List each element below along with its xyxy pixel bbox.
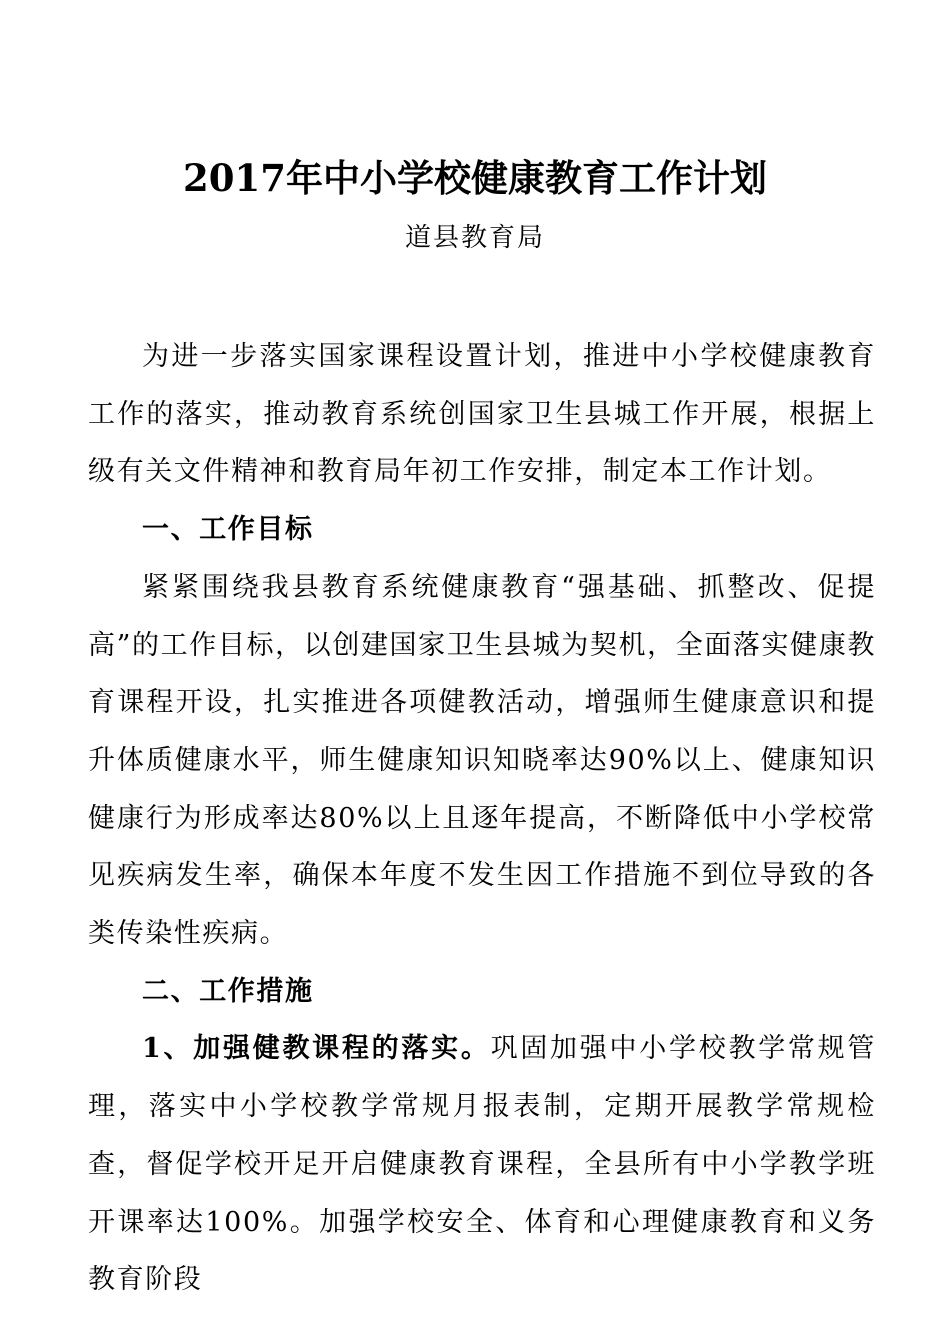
measures-item-1-lead: 1、加强健教课程的落实。 xyxy=(142,1033,491,1065)
intro-paragraph: 为进一步落实国家课程设置计划，推进中小学校健康教育工作的落实，推动教育系统创国家卫生县城工作开展，根据上级有关文件精神和教育局年初工作安排，制定本工作计划。 xyxy=(88,341,876,488)
document-title: 2017年中小学校健康教育工作计划 xyxy=(183,156,767,200)
measures-item-1-paragraph xyxy=(88,1020,876,1309)
document-author: 道县教育局 xyxy=(404,223,545,253)
document-body xyxy=(88,328,876,1309)
section-heading-goals: 一、工作目标 xyxy=(142,514,314,546)
section-heading-measures: 二、工作措施 xyxy=(142,975,314,1007)
measures-item-1-text: 巩固加强中小学校教学常规管理，落实中小学校教学常规月报表制，定期开展教学常规检查，督促学校开足开启健康教育课程，全县所有中小学教学班开课率达100%。加强学校安全、体育和心理健康教育和义务教育阶段 xyxy=(88,1033,876,1296)
goals-paragraph: 紧紧围绕我县教育系统健康教育“强基础、抓整改、促提高”的工作目标，以创建国家卫生县城为契机，全面落实健康教育课程开设，扎实推进各项健教活动，增强师生健康意识和提升体质健康水平，师生健康知识知晓率达90%以上、健康知识健康行为形成率达80%以上且逐年提高，不断降低中小学校常见疾病发生率，确保本年度不发生因工作措施不到位导致的各类传染性疾病。 xyxy=(88,571,876,950)
